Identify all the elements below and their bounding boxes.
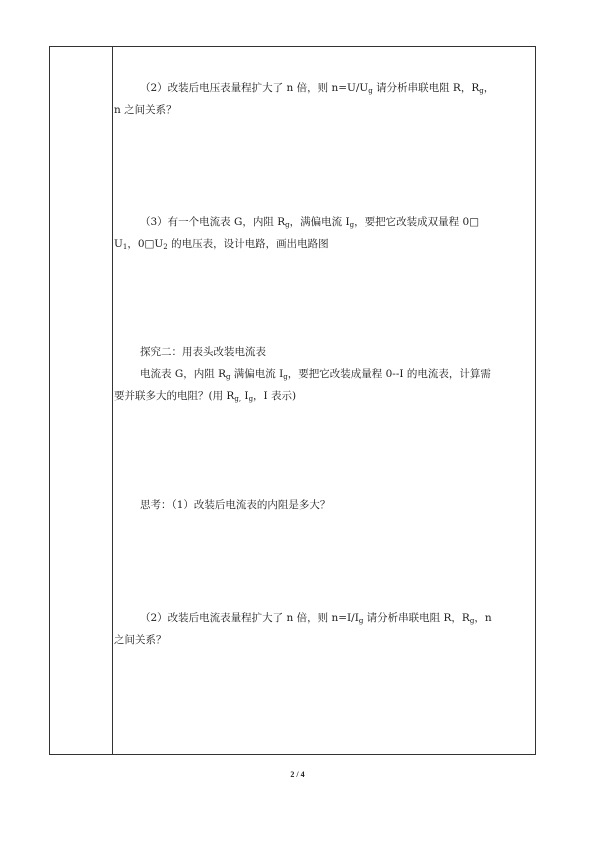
q2-ammeter-line2: 之间关系？ [114,634,167,646]
page-number: 2 / 4 [290,770,305,779]
q3-voltmeter-line1: （3）有一个电流表 G，内阻 $R_g$，满偏电流 $I_g$，要把它改装成双量程 0□ [140,216,480,229]
explore2-line1: 电流表 G，内阻 $R_g$ 满偏电流 $I_g$，要把它改装成量程 0--I 的电流表，计算需 [140,368,491,381]
q2-ammeter-line1: （2）改装后电流表量程扩大了 n 倍，则 $n=I/I_g$ 请分析串联电阻 R，$R_g$，n [140,612,492,625]
column-divider [112,47,113,754]
explore2-heading: 探究二：用表头改装电流表 [140,346,266,358]
worksheet-table [49,46,536,755]
think-question: 思考：（1）改装后电流表的内阻是多大？ [140,499,331,511]
q3-voltmeter-line2: $U_1$，$0□U_2$ 的电压表，设计电路，画出电路图 [114,238,329,251]
q2-voltmeter-line2: n 之间关系？ [114,104,177,116]
explore2-line2: 要并联多大的电阻？(用 $R_{g,}$ $I_g$，I 表示) [114,390,297,403]
q2-voltmeter-line1: （2）改装后电压表量程扩大了 n 倍，则 $n=U/U_g$ 请分析串联电阻 R，$R_g$， [140,82,495,95]
content-cell [114,47,525,754]
